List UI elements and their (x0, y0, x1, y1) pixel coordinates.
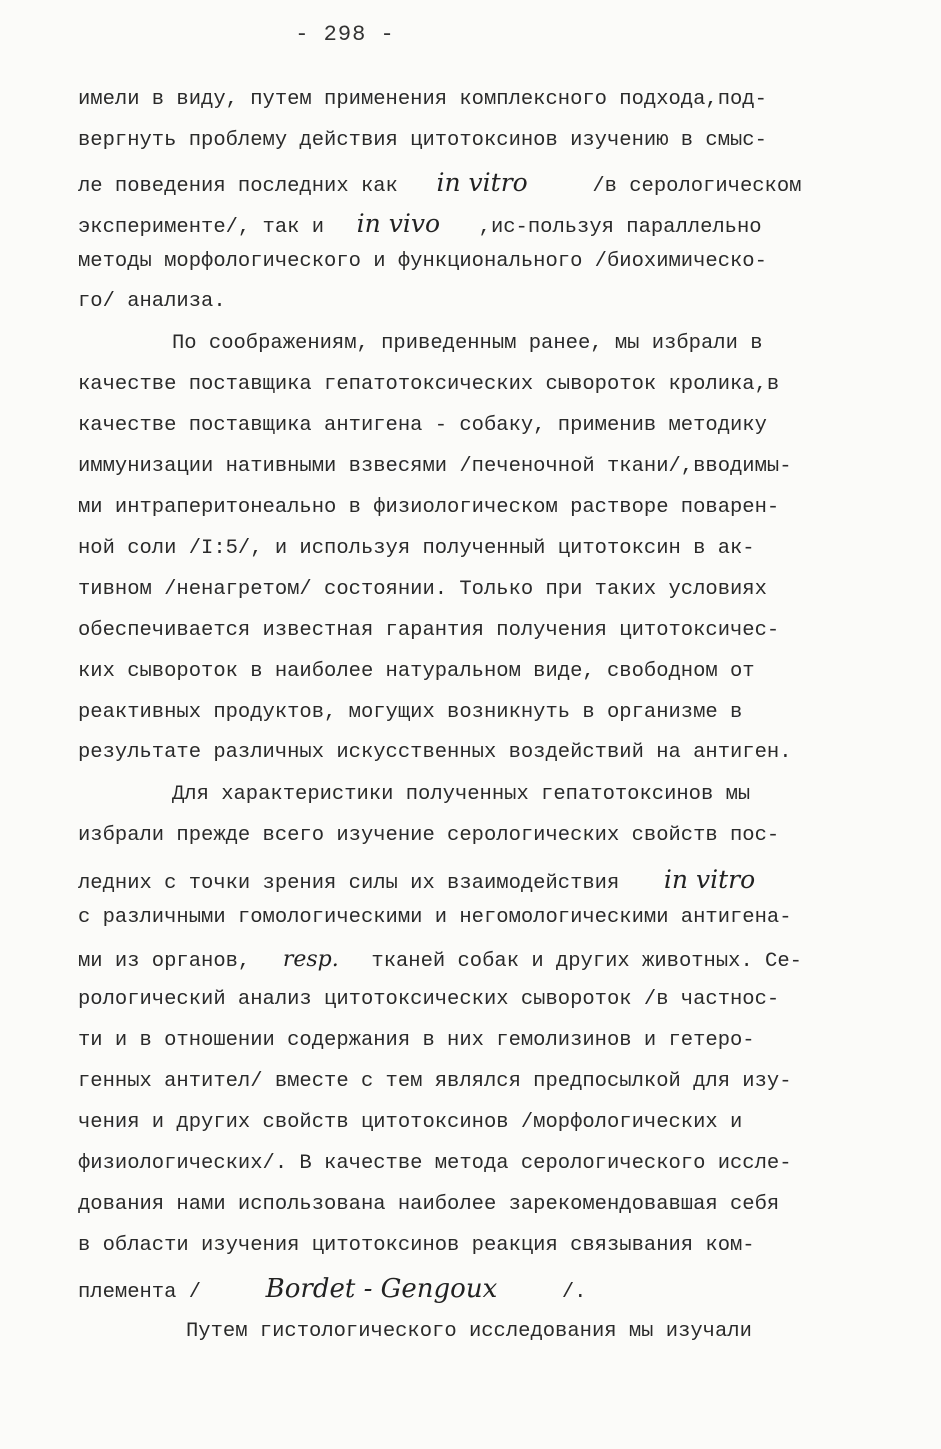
text-line: с различными гомологическими и негомологическими антигена- (78, 906, 792, 929)
text-line: качестве поставщика гепатотоксических сывороток кролика,в (78, 373, 780, 396)
text-fragment: /в серологическом (592, 175, 802, 198)
text-line (78, 209, 762, 249)
handwritten-term: in vivo (356, 209, 441, 238)
text-fragment: ми из органов, (78, 950, 251, 973)
text-line: ной соли /I:5/, и используя полученный цитотоксин в ак- (78, 537, 755, 560)
text-line: методы морфологического и функционального /биохимическо- (78, 250, 767, 273)
text-line (78, 865, 755, 905)
paragraph-first-line: Путем гистологического исследования мы изучали (186, 1320, 752, 1343)
text-line: чения и других свойств цитотоксинов /морфологических и (78, 1111, 743, 1134)
text-fragment: эксперименте/, так и (78, 216, 325, 239)
text-line: избрали прежде всего изучение серологических свойств пос- (78, 824, 780, 847)
text-fragment: ледних с точки зрения силы их взаимодействия (78, 872, 620, 895)
text-line: иммунизации нативными взвесями /печеночной ткани/,вводимы- (78, 455, 792, 478)
text-line (78, 1274, 586, 1314)
text-line: рологический анализ цитотоксических сывороток /в частнос- (78, 988, 780, 1011)
handwritten-term: resp. (282, 947, 339, 972)
text-line (78, 168, 801, 208)
page-number: - 298 - (295, 22, 395, 47)
paragraph-first-line: Для характеристики полученных гепатотоксинов мы (172, 783, 751, 806)
text-line: в области изучения цитотоксинов реакция связывания ком- (78, 1234, 755, 1257)
text-line: реактивных продуктов, могущих возникнуть в организме в (78, 701, 743, 724)
handwritten-term: in vitro (436, 168, 528, 197)
text-line: тивном /ненагретом/ состоянии. Только при таких условиях (78, 578, 767, 601)
text-line: ких сывороток в наиболее натуральном виде, свободном от (78, 660, 755, 683)
text-line: физиологических/. В качестве метода серологического иссле- (78, 1152, 792, 1175)
handwritten-term: in vitro (663, 865, 756, 894)
text-line: результате различных искусственных воздействий на антиген. (78, 741, 792, 764)
text-line: ти и в отношении содержания в них гемолизинов и гетеро- (78, 1029, 755, 1052)
text-line: ми интраперитонеально в физиологическом растворе поварен- (78, 496, 780, 519)
text-fragment: племента / (78, 1281, 202, 1304)
text-line: вергнуть проблему действия цитотоксинов изучению в смыс- (78, 129, 767, 152)
text-line: обеспечивается известная гарантия получения цитотоксичес- (78, 619, 780, 642)
text-line: имели в виду, путем применения комплексного подхода,под- (78, 88, 767, 111)
text-line: генных антител/ вместе с тем являлся предпосылкой для изу- (78, 1070, 792, 1093)
text-line: качестве поставщика антигена - собаку, применив методику (78, 414, 767, 437)
text-fragment: тканей собак и других животных. Се- (371, 950, 802, 973)
text-line: дования нами использована наиболее зарекомендовавшая себя (78, 1193, 780, 1216)
paragraph-first-line: По соображениям, приведенным ранее, мы избрали в (172, 332, 763, 355)
handwritten-term: Bordet - Gengoux (265, 1274, 498, 1304)
text-fragment: ле поведения последних как (78, 175, 398, 198)
text-fragment: ,ис-пользуя параллельно (478, 216, 762, 239)
text-line (78, 947, 802, 987)
text-line: го/ анализа. (78, 290, 226, 313)
text-fragment: /. (561, 1281, 587, 1304)
